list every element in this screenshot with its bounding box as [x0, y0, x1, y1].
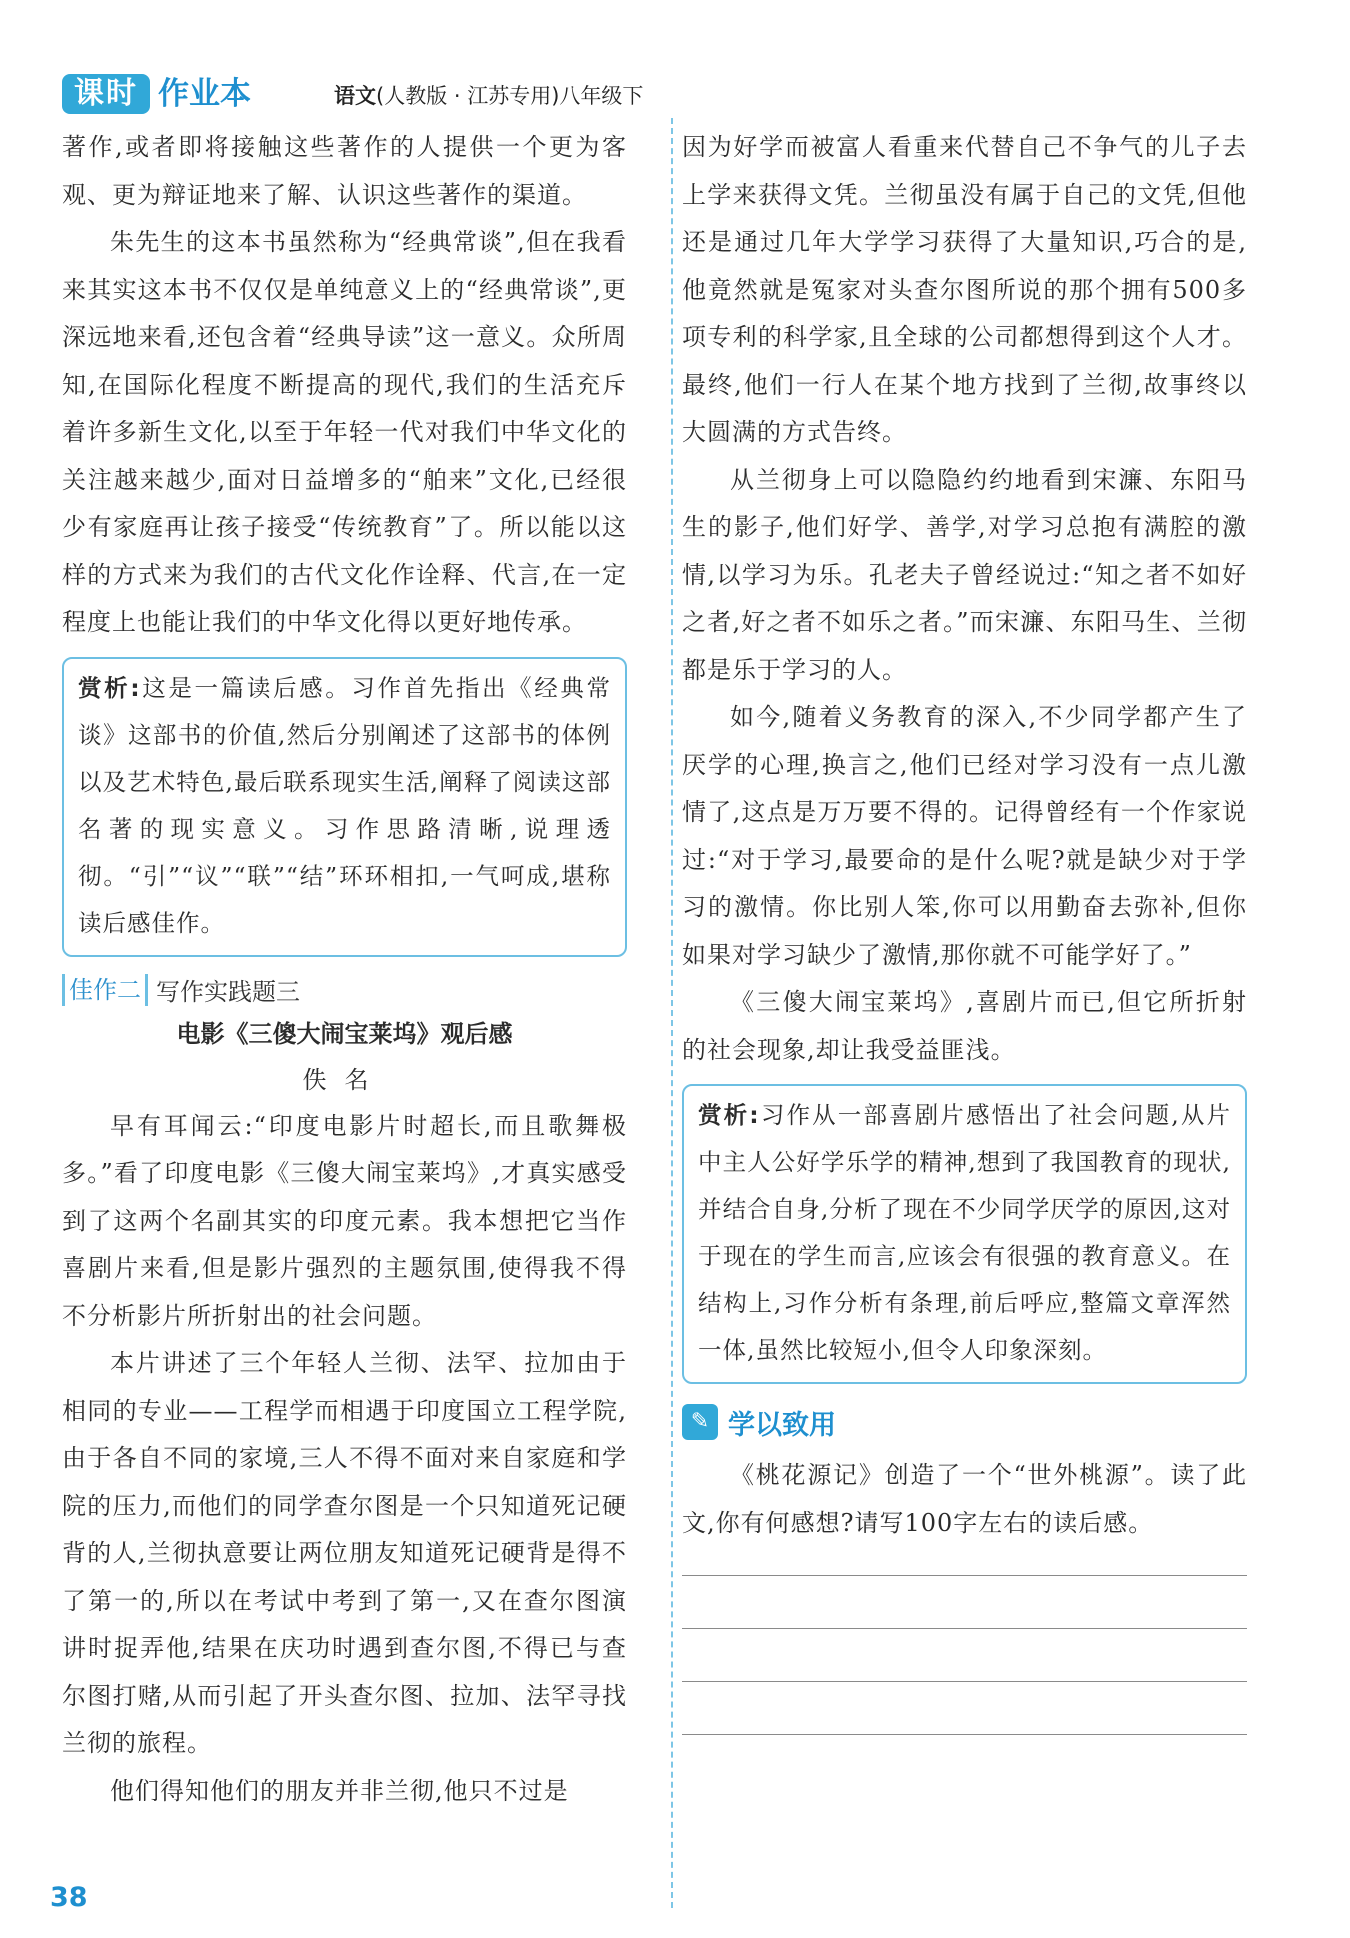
section-title: 写作实践题三	[156, 978, 300, 1006]
paragraph: 著作,或者即将接触这些著作的人提供一个更为客观、更为辩证地来了解、认识这些著作的渠道。	[62, 133, 627, 209]
right-column	[682, 124, 1247, 1787]
paragraph: 他们得知他们的朋友并非兰彻,他只不过是	[110, 1776, 569, 1805]
paragraph: 早有耳闻云:“印度电影片时超长,而且歌舞极多。”看了印度电影《三傻大闹宝莱坞》,才真实感受到了这两个名副其实的印度元素。我本想把它当作喜剧片来看,但是影片强烈的主题氛围,使得我不得不分析影片所折射出的社会问题。	[62, 1111, 627, 1330]
book-subject	[334, 80, 643, 112]
comment-body: 习作从一部喜剧片感悟出了社会问题,从片中主人公好学乐学的精神,想到了我国教育的现状,并结合自身,分析了现在不少同学厌学的原因,这对于现在的学生而言,应该会有很强的教育意义。在结构上,习作分析有条理,前后呼应,整篇文章浑然一体,虽然比较短小,但令人印象深刻。	[698, 1101, 1231, 1364]
left-column	[62, 124, 627, 1815]
comment-body: 这是一篇读后感。习作首先指出《经典常谈》这部书的价值,然后分别阐述了这部书的体例以及艺术特色,最后联系现实生活,阐释了阅读这部名著的现实意义。习作思路清晰,说理透彻。“引”“议”“联”“结”环环相扣,一气呵成,堪称读后感佳作。	[78, 673, 612, 937]
comment-label: 赏析:	[78, 673, 141, 702]
pencil-icon: ✎	[682, 1404, 718, 1440]
comment-label: 赏析:	[698, 1101, 760, 1129]
answer-line[interactable]	[682, 1681, 1247, 1682]
section-heading	[62, 969, 627, 1011]
essay-tag: 佳作二	[62, 974, 148, 1006]
paragraph: 如今,随着义务教育的深入,不少同学都产生了厌学的心理,换言之,他们已经对学习没有一点儿激情了,这点是万万要不得的。记得曾经有一个作家说过:“对于学习,最要命的是什么呢?就是缺少对于学习的激情。你比别人笨,你可以用勤奋去弥补,但你如果对学习缺少了激情,那你就不可能学好了。”	[682, 703, 1247, 969]
essay-title: 电影《三傻大闹宝莱坞》观后感	[176, 1019, 513, 1048]
apply-title: 学以致用	[728, 1409, 836, 1441]
paragraph: 朱先生的这本书虽然称为“经典常谈”,但在我看来其实这本书不仅仅是单纯意义上的“经典常谈”,更深远地来看,还包含着“经典导读”这一意义。众所周知,在国际化程度不断提高的现代,我们的生活充斥着许多新生文化,以至于年轻一代对我们中华文化的关注越来越少,面对日益增多的“舶来”文化,已经很少有家庭再让孩子接受“传统教育”了。所以能以这样的方式来为我们的古代文化作诠释、代言,在一定程度上也能让我们的中华文化得以更好地传承。	[62, 228, 627, 636]
subject-name: 语文	[334, 84, 376, 108]
answer-line[interactable]	[682, 1734, 1247, 1735]
essay-author: 佚名	[302, 1065, 387, 1094]
paragraph: 从兰彻身上可以隐隐约约地看到宋濂、东阳马生的影子,他们好学、善学,对学习总抱有满腔的激情,以学习为乐。孔老夫子曾经说过:“知之者不如好之者,好之者不如乐之者。”而宋濂、东阳马生、兰彻都是乐于学习的人。	[682, 465, 1247, 684]
answer-line[interactable]	[682, 1628, 1247, 1629]
comment-box	[682, 1084, 1247, 1384]
column-divider	[671, 118, 673, 1908]
paragraph: 因为好学而被富人看重来代替自己不争气的儿子去上学来获得文凭。兰彻虽没有属于自己的文凭,但他还是通过几年大学学习获得了大量知识,巧合的是,他竟然就是冤家对头查尔图所说的那个拥有500多项专利的科学家,且全球的公司都想得到这个人才。最终,他们一行人在某个地方找到了兰彻,故事终以大圆满的方式告终。	[682, 133, 1247, 446]
paragraph: 《三傻大闹宝莱坞》,喜剧片而已,但它所折射的社会现象,却让我受益匪浅。	[682, 988, 1247, 1064]
answer-lines[interactable]	[682, 1575, 1247, 1735]
comment-text	[698, 1092, 1231, 1374]
answer-line[interactable]	[682, 1575, 1247, 1576]
comment-text	[78, 665, 611, 947]
page-number: 38	[50, 1882, 88, 1913]
apply-section-heading	[682, 1400, 1247, 1444]
writing-task: 《桃花源记》创造了一个“世外桃源”。读了此文,你有何感想?请写100字左右的读后感。	[682, 1461, 1247, 1537]
logo-text: 作业本	[158, 76, 251, 112]
edition-info: (人教版 · 江苏专用)八年级下	[376, 84, 644, 108]
comment-box	[62, 657, 627, 957]
logo-mark: 课时	[62, 74, 150, 114]
paragraph: 本片讲述了三个年轻人兰彻、法罕、拉加由于相同的专业——工程学而相遇于印度国立工程学院,由于各自不同的家境,三人不得不面对来自家庭和学院的压力,而他们的同学查尔图是一个只知道死记硬背的人,兰彻执意要让两位朋友知道死记硬背是得不了第一的,所以在考试中考到了第一,又在查尔图演讲时捉弄他,结果在庆功时遇到查尔图,不得已与查尔图打赌,从而引起了开头查尔图、拉加、法罕寻找兰彻的旅程。	[62, 1349, 627, 1757]
